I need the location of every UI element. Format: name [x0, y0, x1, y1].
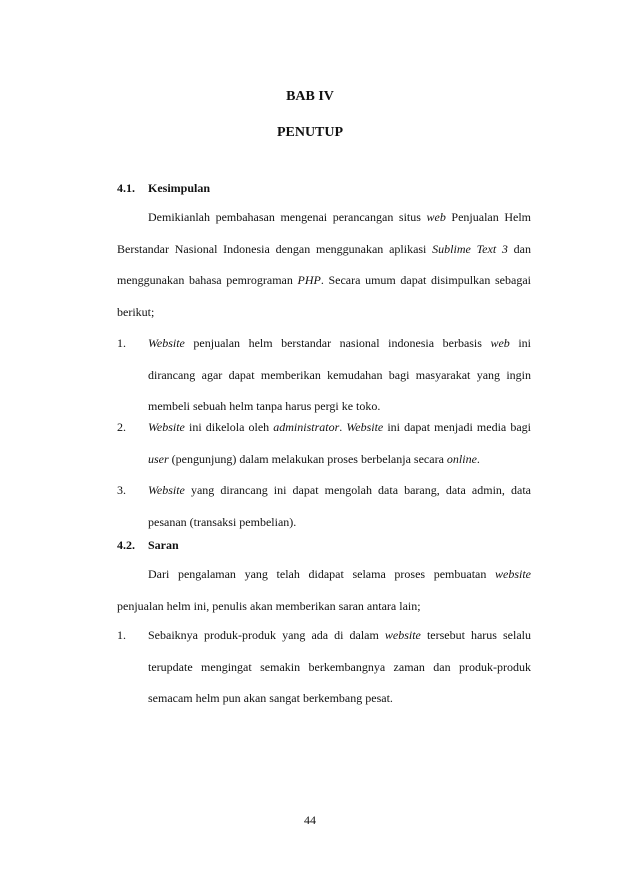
list-number: 2. [117, 420, 126, 434]
italic-term: online [446, 451, 477, 466]
italic-term: user [148, 451, 169, 466]
list-number: 3. [117, 483, 126, 497]
text-run: dan menggunakan bahasa pemrograman [117, 241, 532, 287]
section-title: Saran [148, 538, 179, 552]
list-item [117, 475, 531, 538]
paragraph-saran-intro [117, 559, 531, 622]
text-run: Penjualan Helm Berstandar Nasional Indonesia dengan menggunakan aplikasi [117, 210, 531, 256]
list-text [148, 328, 531, 423]
text-run: . [339, 420, 347, 434]
text-run: ini dikelola oleh [184, 420, 274, 434]
text-run: ini dapat menjadi media bagi [383, 420, 532, 434]
section-number: 4.1. [117, 181, 135, 195]
text-run: tersebut harus selalu terupdate mengingat semakin berkembangnya zaman dan produk-produk semacam helm pun akan sangat berkembang pesat. [148, 628, 531, 705]
page-number: 44 [304, 813, 316, 827]
italic-term: Website [148, 420, 185, 434]
chapter-title: PENUTUP [276, 125, 344, 140]
list-text [148, 412, 531, 475]
section-heading-kesimpulan [117, 181, 210, 196]
text-run: . [476, 451, 480, 466]
section-number: 4.2. [117, 538, 135, 552]
italic-term: Website [346, 420, 384, 434]
text-run: penjualan helm ini, penulis akan memberikan saran antara lain; [117, 598, 421, 613]
italic-term: web [490, 336, 510, 350]
italic-term: Website [148, 483, 185, 497]
italic-term: website [495, 567, 531, 581]
italic-term: website [384, 628, 421, 642]
chapter-label: BAB IV [286, 89, 334, 104]
list-number: 1. [117, 628, 126, 642]
paragraph-kesimpulan-intro [117, 202, 531, 328]
italic-term: Website [148, 336, 185, 350]
text-run: (pengunjung) dalam melakukan proses berbelanja secara [168, 451, 447, 466]
list-text [148, 620, 531, 715]
text-run: penjualan helm berstandar nasional indonesia berbasis [184, 336, 491, 350]
text-run: . Secara umum dapat disimpulkan sebagai berikut; [117, 273, 531, 319]
section-heading-saran [117, 538, 179, 553]
italic-term: Sublime Text 3 [432, 241, 508, 256]
text-run: ini dirancang agar dapat memberikan kemudahan bagi masyarakat yang ingin membeli sebuah helm tanpa harus pergi ke toko. [148, 336, 532, 413]
list-text [148, 475, 531, 538]
text-run: Demikianlah pembahasan mengenai perancangan situs [148, 210, 427, 224]
italic-term: web [426, 210, 446, 224]
list-item [117, 620, 531, 715]
section-title: Kesimpulan [148, 181, 211, 195]
text-run: Sebaiknya produk-produk yang ada di dalam [148, 628, 385, 642]
text-run: yang dirancang ini dapat mengolah data barang, data admin, data pesanan (transaksi pembelian). [148, 483, 531, 529]
list-number: 1. [117, 336, 126, 350]
list-item [117, 328, 531, 423]
italic-term: PHP [297, 273, 321, 287]
italic-term: administrator [273, 420, 340, 434]
text-run: Dari pengalaman yang telah didapat selama proses pembuatan [148, 567, 495, 581]
list-item [117, 412, 531, 475]
